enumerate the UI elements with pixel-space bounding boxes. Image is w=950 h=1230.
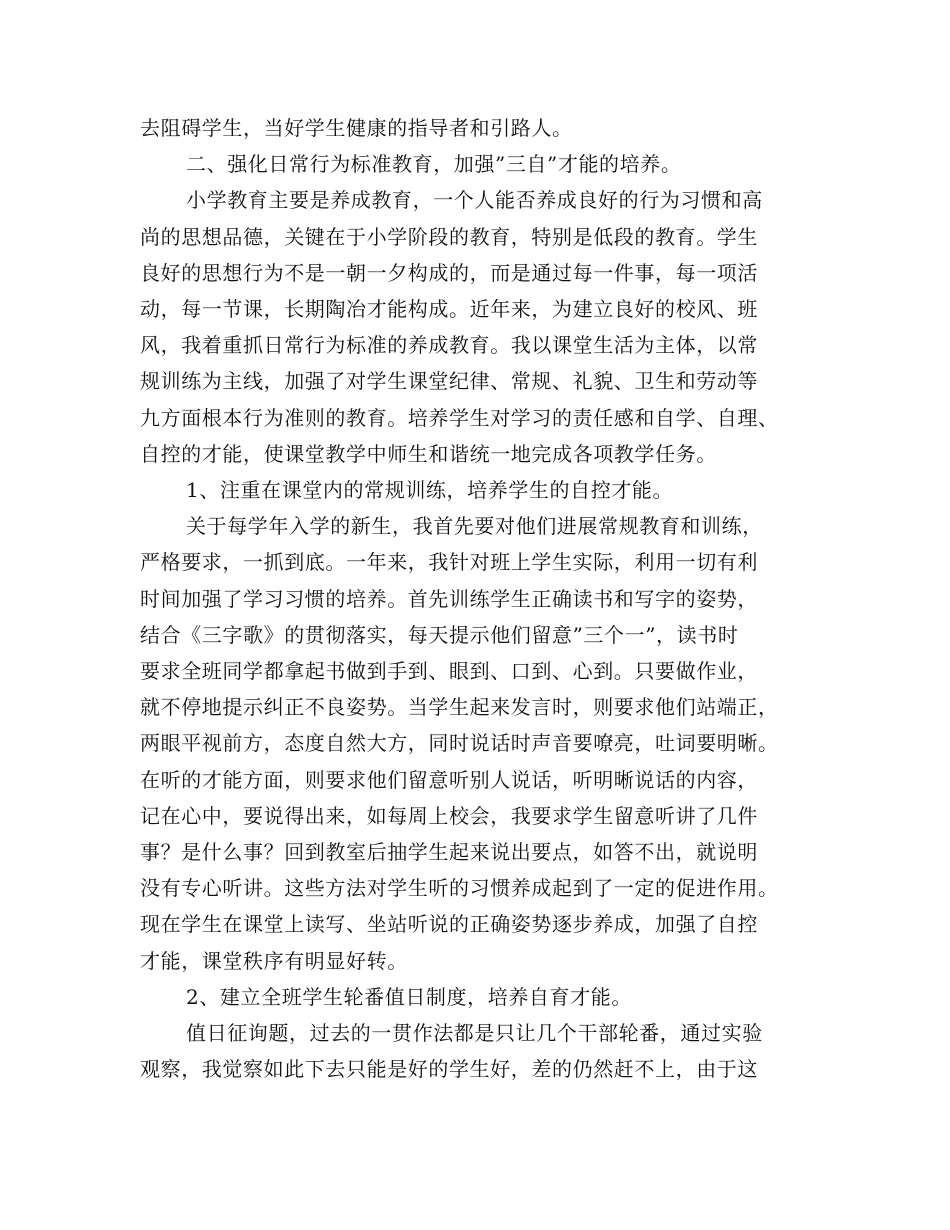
section-heading: 二、强化日常行为标准教育，加强”三自”才能的培养。	[186, 152, 682, 177]
subsection-heading: 2、建立全班学生轮番值日制度，培养自育才能。	[186, 984, 632, 1009]
text-line: 良好的思想行为不是一朝一夕构成的，而是通过每一件事，每一项活	[140, 260, 758, 285]
text-line: 九方面根本行为准则的教育。培养学生对学习的责任感和自学、自理、	[140, 405, 779, 430]
text-line: 尚的思想品德，关键在于小学阶段的教育，特别是低段的教育。学生	[140, 224, 758, 249]
subsection-heading: 1、注重在课堂内的常规训练，培养学生的自控才能。	[186, 478, 674, 502]
text-line: 要求全班同学都拿起书做到手到、眼到、口到、心到。只要做作业，	[140, 659, 758, 683]
text-line: 记在心中，要说得出来，如每周上校会，我要求学生留意听讲了几件	[140, 803, 758, 828]
text-line: 现在学生在课堂上读写、坐站听说的正确姿势逐步养成，加强了自控	[140, 912, 758, 937]
text-line: 才能，课堂秩序有明显好转。	[140, 948, 408, 973]
text-line: 去阻碍学生，当好学生健康的指导者和引路人。	[140, 116, 573, 140]
text-line: 在听的才能方面，则要求他们留意听别人说话，听明晰说话的内容，	[140, 767, 758, 792]
text-line: 结合《三字歌》的贯彻落实，每天提示他们留意”三个一”，读书时	[140, 622, 739, 647]
text-line: 值日征询题，过去的一贯作法都是只让几个干部轮番，通过实验	[186, 1021, 763, 1045]
text-line: 自控的才能，使课堂教学中师生和谐统一地完成各项教学任务。	[140, 441, 717, 466]
text-line: 规训练为主线，加强了对学生课堂纪律、常规、礼貌、卫生和劳动等	[140, 369, 758, 394]
text-line: 关于每学年入学的新生，我首先要对他们进展常规教育和训练，	[186, 514, 763, 539]
text-line: 没有专心听讲。这些方法对学生听的习惯养成起到了一定的促进作用。	[140, 876, 779, 901]
text-line: 严格要求，一抓到底。一年来，我针对班上学生实际，利用一切有利	[140, 550, 758, 575]
text-line: 观察，我觉察如此下去只能是好的学生好，差的仍然赶不上，由于这	[140, 1057, 758, 1082]
text-line: 动，每一节课，长期陶冶才能构成。近年来，为建立良好的校风、班	[140, 297, 758, 321]
text-line: 就不停地提示纠正不良姿势。当学生起来发言时，则要求他们站端正，	[140, 695, 779, 720]
text-line: 两眼平视前方，态度自然大方，同时说话时声音要嘹亮，吐词要明晰。	[140, 731, 779, 756]
text-line: 风，我着重抓日常行为标准的养成教育。我以课堂生活为主体，以常	[140, 333, 758, 358]
text-line: 小学教育主要是养成教育，一个人能否养成良好的行为习惯和高	[186, 188, 763, 213]
text-line: 事？是什么事？回到教室后抽学生起来说出要点，如答不出，就说明	[140, 840, 758, 864]
text-line: 时间加强了学习习惯的培养。首先训练学生正确读书和写字的姿势，	[140, 586, 758, 611]
